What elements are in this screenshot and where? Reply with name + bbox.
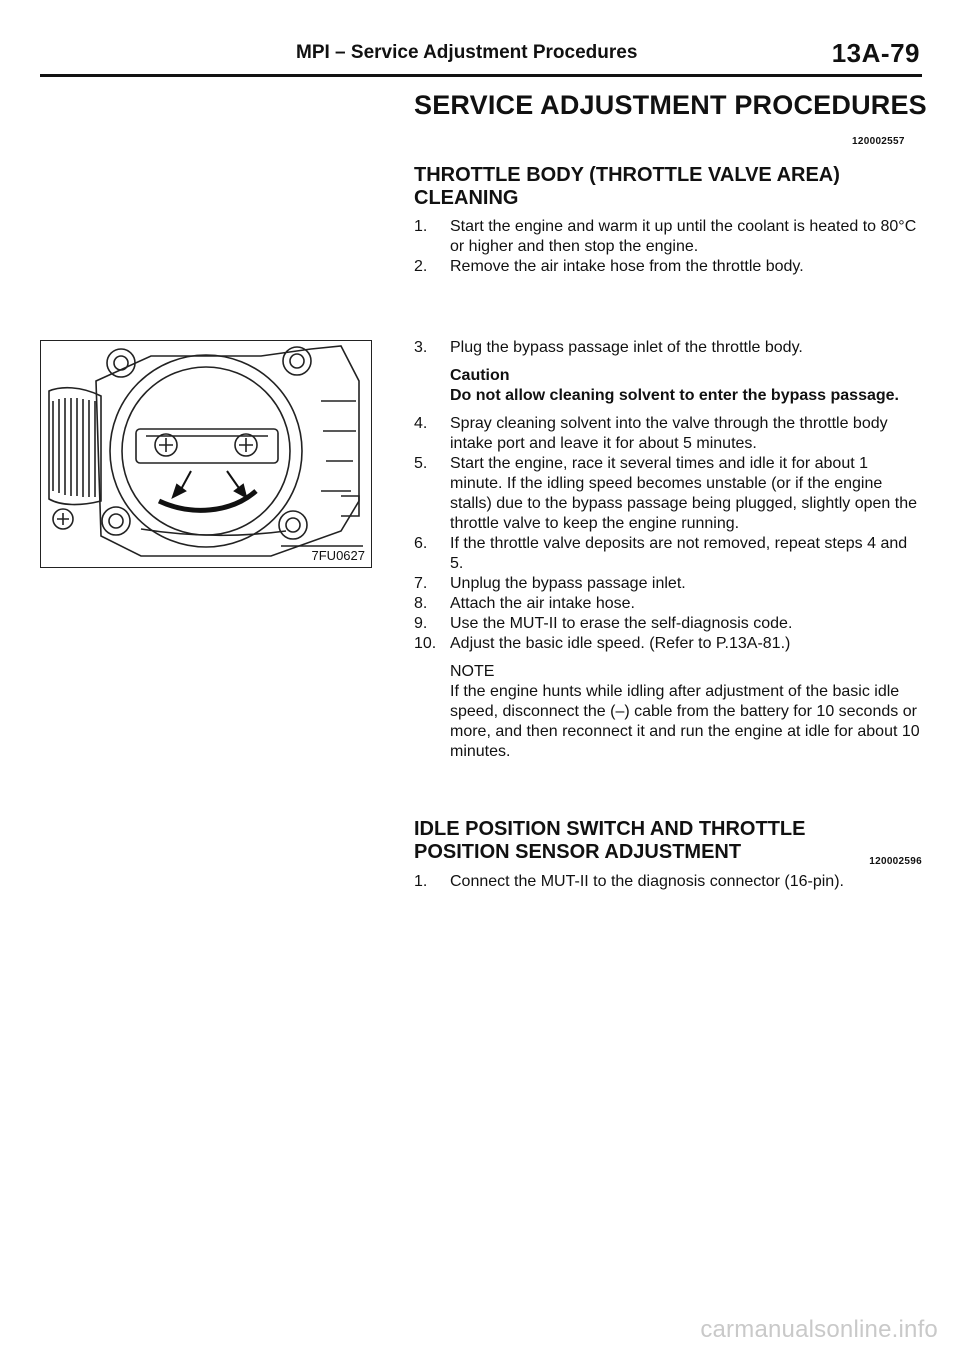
list-item: [414, 634, 922, 654]
throttle-body-figure: [40, 340, 372, 568]
watermark: carmanualsonline.info: [700, 1316, 938, 1343]
section1-heading: THROTTLE BODY (THROTTLE VALVE AREA) CLEANING: [414, 164, 840, 209]
step-text: Attach the air intake hose.: [450, 595, 635, 612]
steps-list-a2: [414, 338, 922, 358]
section2-heading-line2-row: [414, 841, 922, 867]
step-text: Remove the air intake hose from the throttle body.: [450, 258, 804, 275]
note-label: NOTE: [450, 663, 495, 680]
header-rule: [40, 74, 922, 77]
list-item: [414, 454, 922, 534]
list-item: [414, 534, 922, 574]
step-number: 1.: [414, 218, 428, 235]
note-text: If the engine hunts while idling after adjustment of the basic idle speed, disconnect the (–) cable from the battery for 10 seconds or more, and then reconnect it and run the engine at idle for about 10 minutes.: [450, 683, 920, 760]
section2-steps: [414, 872, 922, 892]
list-item: [414, 338, 922, 358]
step-number: 1.: [414, 873, 428, 890]
list-item: [414, 414, 922, 454]
step-number: 6.: [414, 535, 428, 552]
step-text: Spray cleaning solvent into the valve through the throttle body intake port and leave it for about 5 minutes.: [450, 415, 888, 452]
section2: [414, 818, 922, 892]
section1-intro: [414, 164, 922, 277]
step-text: Use the MUT-II to erase the self-diagnosis code.: [450, 615, 793, 632]
list-item: [414, 217, 922, 257]
caution-text: Do not allow cleaning solvent to enter the bypass passage.: [450, 387, 899, 404]
step-number: 4.: [414, 415, 428, 432]
step-text: Start the engine, race it several times and idle it for about 1 minute. If the idling speed becomes unstable (or if the engine stalls) due to the bypass passage being plugged, slightly open the throttle valve to keep the engine running.: [450, 455, 917, 532]
figure-label: 7FU0627: [311, 548, 365, 563]
list-item: [414, 574, 922, 594]
list-item: [414, 257, 922, 277]
step-number: 5.: [414, 455, 428, 472]
steps-list-a1: [414, 217, 922, 277]
step-text: Plug the bypass passage inlet of the throttle body.: [450, 339, 803, 356]
list-item: [414, 872, 922, 892]
page-number: 13A-79: [831, 38, 920, 68]
section2-heading-line1: IDLE POSITION SWITCH AND THROTTLE: [414, 818, 806, 840]
main-title-code: 120002557: [852, 136, 905, 147]
step-number: 8.: [414, 595, 428, 612]
step-number: 10.: [414, 635, 437, 652]
step-text: Adjust the basic idle speed. (Refer to P.13A-81.): [450, 635, 791, 652]
step-text: Connect the MUT-II to the diagnosis connector (16-pin).: [450, 873, 844, 890]
section2-heading-line2: POSITION SENSOR ADJUSTMENT: [414, 841, 742, 863]
step-text: Unplug the bypass passage inlet.: [450, 575, 686, 592]
caution-label: Caution: [450, 367, 510, 384]
header-title: MPI – Service Adjustment Procedures: [296, 42, 638, 63]
step-text: If the throttle valve deposits are not removed, repeat steps 4 and 5.: [450, 535, 908, 572]
list-item: [414, 614, 922, 634]
page-header: [40, 38, 920, 72]
step-text: Start the engine and warm it up until the coolant is heated to 80°C or higher and then stop the engine.: [450, 218, 917, 255]
caution-block: [414, 366, 922, 406]
steps-list-b: [414, 414, 922, 654]
note-block: [414, 662, 922, 762]
section1-body: [414, 338, 922, 762]
step-number: 7.: [414, 575, 428, 592]
list-item: [414, 594, 922, 614]
step-number: 2.: [414, 258, 428, 275]
step-number: 3.: [414, 339, 428, 356]
throttle-body-illustration: [41, 341, 370, 566]
main-title: SERVICE ADJUSTMENT PROCEDURES: [414, 90, 927, 120]
section2-code: 120002596: [869, 856, 922, 867]
step-number: 9.: [414, 615, 428, 632]
